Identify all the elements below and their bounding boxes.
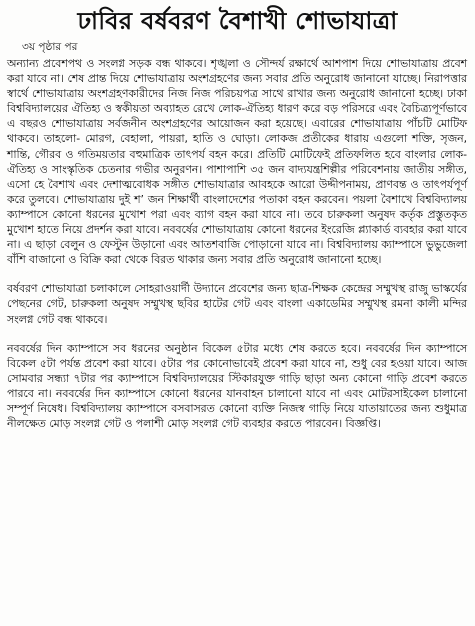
paragraph-campus-schedule: নববর্ষের দিন ক্যাম্পাসে সব ধরনের অনুষ্ঠান বিকেল ৫টার মধ্যে শেষ করতে হবে। নববর্ষের দিন ক্যাম্পাসে বিকেল ৫টা পর্যন্ত প্রবেশ করা যাবে। ৫টার পর কোনোভাবেই প্রবেশ করা যাবে না, শুধু বের হওয়া যাবে। আজ সোমবার সন্ধ্যা ৭টার পর ক্যাম্পাসে বিশ্ববিদ্যালয়ের স্টিকারযুক্ত গাড়ি ছাড়া অন্য কোনো গাড়ি প্রবেশ করতে পারবে না। নববর্ষের দিন ক্যাম্পাসে কোনো ধরনের যানবাহন চালানো যাবে না এবং মোটরসাইকেল চালানো সম্পূর্ণ নিষেধ। বিশ্ববিদ্যালয় ক্যাম্পাসে বসবাসরত কোনো ব্যক্তি নিজস্ব গাড়ি নিয়ে যাতায়াতের জন্য শুধুমাত্র নীলক্ষেত মোড় সংলগ্ন গেট ও পলাশী মোড় সংলগ্ন গেট ব্যবহার করতে পারবেন। বিজ্ঞপ্তি। [7,341,467,431]
continuation-note: ৩য় পৃষ্ঠার পর [22,41,78,53]
paragraph-gate-closures: বর্ষবরণ শোভাযাত্রা চলাকালে সোহরাওয়ার্দী উদ্যানে প্রবেশের জন্য ছাত্র-শিক্ষক কেন্দ্রের সম্মুখস্থ রাজু ভাস্কর্যের পেছনের গেট, চারুকলা অনুষদ সম্মুখস্থ ছবির হাটের গেট এবং বাংলা একাডেমির সম্মুখস্থ রমনা কালী মন্দির সংলগ্ন গেট বন্ধ থাকবে। [7,282,467,326]
paragraph-gap [7,327,467,341]
paragraph-gap [7,267,467,281]
article-body [0,56,475,431]
paragraph-procession-rules: অন্যান্য প্রবেশপথ ও সংলগ্ন সড়ক বন্ধ থাকবে। শৃঙ্খলা ও সৌন্দর্য রক্ষার্থে আশপাশ দিয়ে শোভাযাত্রায় প্রবেশ করা যাবে না। শেষ প্রান্ত দিয়ে শোভাযাত্রায় অংশগ্রহণের জন্য সবার প্রতি অনুরোধ জানানো যাচ্ছে। নিরাপত্তার স্বার্থে শোভাযাত্রায় অংশগ্রহণকারীদের নিজ নিজ পরিচয়পত্র সাথে রাখার জন্য অনুরোধ জানানো হচ্ছে। ঢাকা বিশ্ববিদ্যালয়ের ঐতিহ্য ও স্বকীয়তা অব্যাহত রেখে লোক-ঐতিহ্য ধারণ করে বড় পরিসরে এবং বৈচিত্র্যপূর্ণভাবে এ বছরও শোভাযাত্রায় সর্বজনীন অংশগ্রহণের আয়োজন করা হয়েছে। এবারের শোভাযাত্রায় পাঁচটি মোটিফ থাকবে। তাহলো- মোরগ, বেহালা, পায়রা, হাতি ও ঘোড়া। লোকজ প্রতীকের ধারায় এগুলো শক্তি, সৃজন, শান্তি, গৌরব ও গতিময়তার বহুমাত্রিক তাৎপর্য বহন করে। প্রতিটি মোটিফেই প্রতিফলিত হবে বাংলার লোক-ঐতিহ্য ও সাংস্কৃতিক চেতনার গভীর অনুরণন। পাশাপাশি ৩৫ জন বাদ্যযন্ত্রশিল্পীর পরিবেশনায় জাতীয় সঙ্গীত, এসো হে বৈশাখ এবং দেশাত্মবোধক সঙ্গীত শোভাযাত্রার আবহকে আরো উদ্দীপনাময়, প্রাণবন্ত ও তাৎপর্যপূর্ণ করে তুলবে। শোভাযাত্রায় দুই শ’ জন শিক্ষার্থী বাংলাদেশের পতাকা বহন করবেন। পয়লা বৈশাখে বিশ্ববিদ্যালয় ক্যাম্পাসে কোনো ধরনের মুখোশ পরা এবং ব্যাগ বহন করা যাবে না। তবে চারুকলা অনুষদ কর্তৃক প্রস্তুতকৃত মুখোশ হাতে নিয়ে প্রদর্শন করা যাবে। নববর্ষের শোভাযাত্রায় কোনো ধরনের ইংরেজি প্ল্যাকার্ড ব্যবহার করা যাবে না। এ ছাড়া বেলুন ও ফেস্টুন উড়ানো এবং আতশবাজি পোড়ানো যাবে না। বিশ্ববিদ্যালয় ক্যাম্পাসে ভুভুজেলা বাঁশি বাজানো ও বিক্রি করা থেকে বিরত থাকার জন্য সবার প্রতি অনুরোধ জানানো হচ্ছে। [7,57,467,267]
headline: ঢাবির বর্ষবরণ বৈশাখী শোভাযাত্রা [77,7,398,35]
